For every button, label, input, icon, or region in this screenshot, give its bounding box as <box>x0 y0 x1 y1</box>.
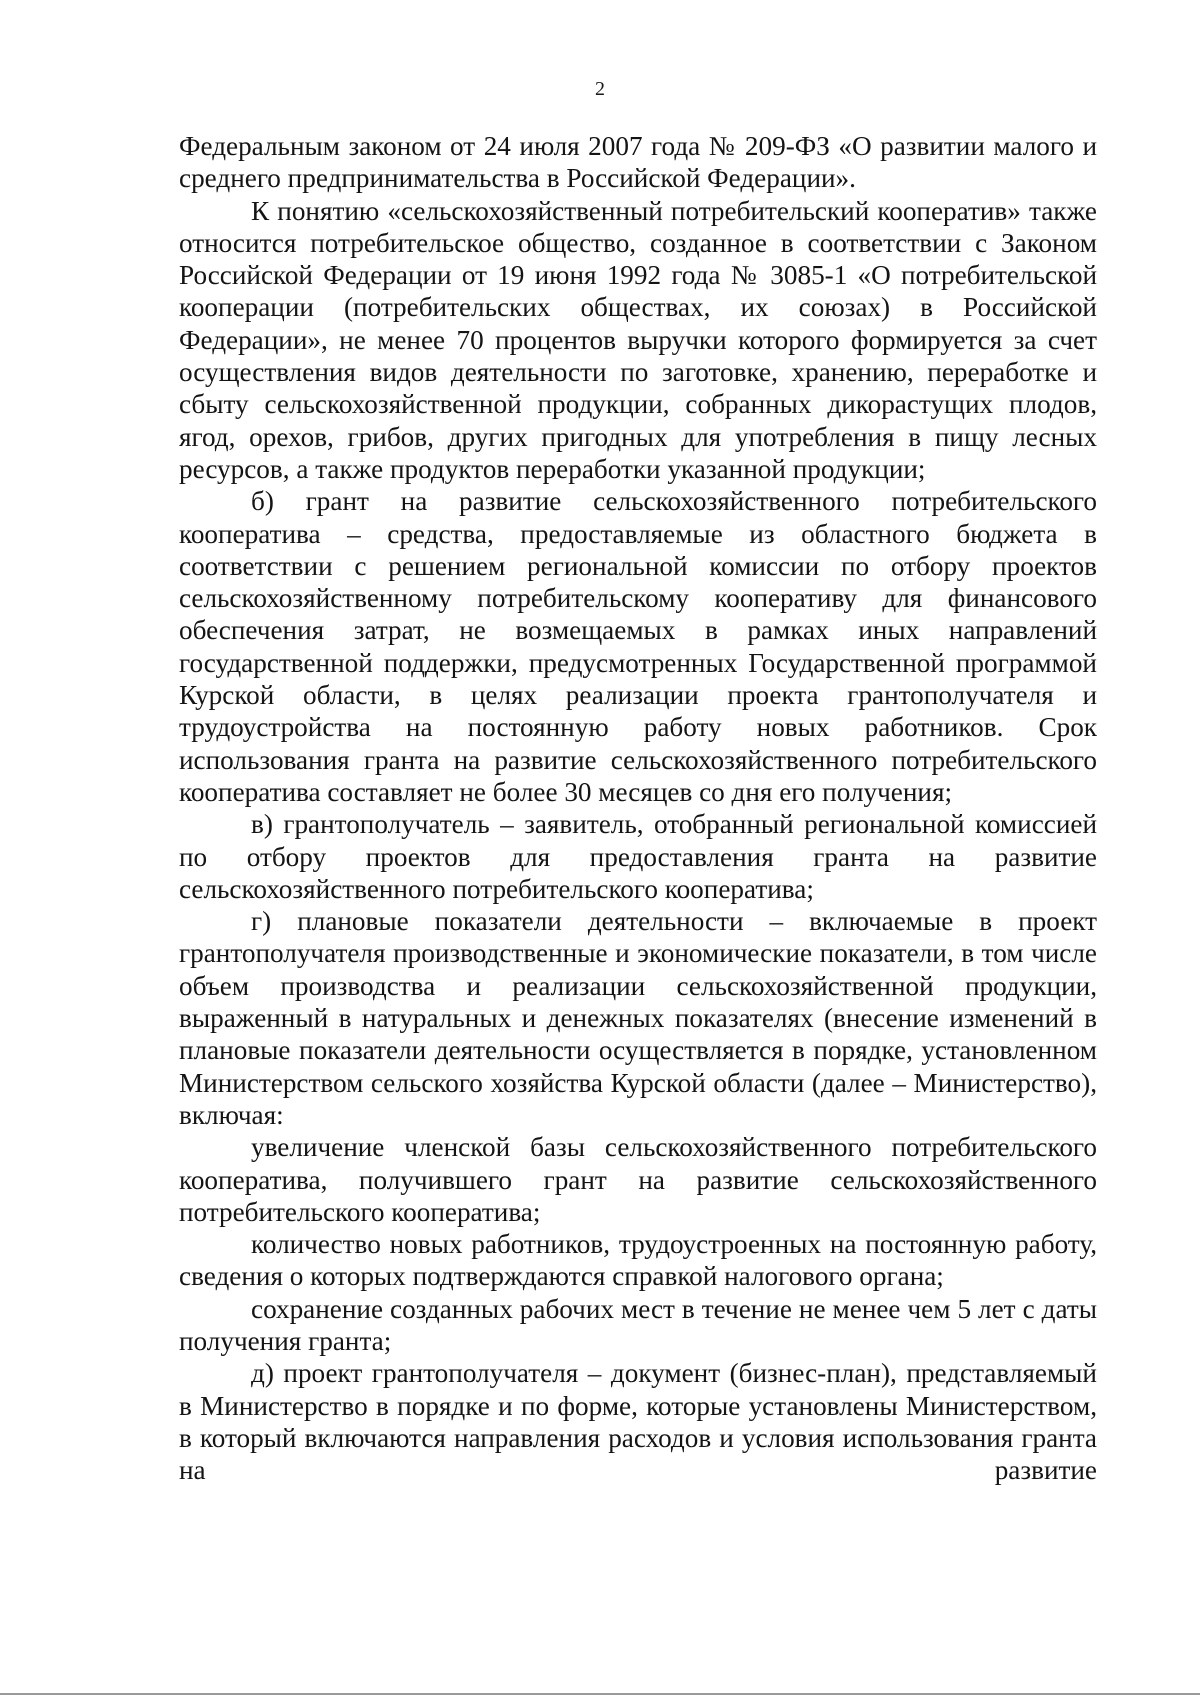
paragraph-new-workers: количество новых работников, трудоустроенных на постоянную работу, сведения о которых подтверждаются справкой налогового органа; <box>179 1229 1097 1292</box>
document-body <box>179 130 1097 1486</box>
paragraph-v-grant-recipient: в) грантополучатель – заявитель, отобранный региональной комиссией по отбору проектов для предоставления гранта на развитие сельскохозяйственного потребительского кооператива; <box>179 809 1097 904</box>
paragraph-consumer-cooperative-definition: К понятию «сельскохозяйственный потребительский кооператив» также относится потребительское общество, созданное в соответствии с Законом Российской Федерации от 19 июня 1992 года № 3085-1 «О потребительской кооперации (потребительских обществах, их союзах) в Российской Федерации», не менее 70 процентов выручки которого формируется за счет осуществления видов деятельности по заготовке, хранению, переработке и сбыту сельскохозяйственной продукции, собранных дикорастущих плодов, ягод, орехов, грибов, других пригодных для употребления в пищу лесных ресурсов, а также продуктов переработки указанной продукции; <box>179 195 1097 484</box>
paragraph-b-grant-definition: б) грант на развитие сельскохозяйственного потребительского кооператива – средства, предоставляемые из областного бюджета в соответствии с решением региональной комиссии по отбору проектов сельскохозяйственному потребительскому кооперативу для финансового обеспечения затрат, не возмещаемых в рамках иных направлений государственной поддержки, предусмотренных Государственной программой Курской области, в целях реализации проекта грантополучателя и трудоустройства на постоянную работу новых работников. Срок использования гранта на развитие сельскохозяйственного потребительского кооператива составляет не более 30 месяцев со дня его получения; <box>179 486 1097 807</box>
paragraph-job-retention: сохранение созданных рабочих мест в течение не менее чем 5 лет с даты получения гранта; <box>179 1293 1097 1356</box>
paragraph-membership-growth: увеличение членской базы сельскохозяйственного потребительского кооператива, получившего грант на развитие сельскохозяйственного потребительского кооператива; <box>179 1132 1097 1227</box>
bottom-scan-edge <box>0 1693 1200 1695</box>
paragraph-g-planned-indicators: г) плановые показатели деятельности – включаемые в проект грантополучателя производственные и экономические показатели, в том числе объем производства и реализации сельскохозяйственной продукции, выраженный в натуральных и денежных показателях (внесение изменений в плановые показатели деятельности осуществляется в порядке, установленном Министерством сельского хозяйства Курской области (далее – Министерство), включая: <box>179 906 1097 1130</box>
page-number: 2 <box>595 78 605 100</box>
paragraph-law-reference: Федеральным законом от 24 июля 2007 года № 209-ФЗ «О развитии малого и среднего предпринимательства в Российской Федерации». <box>179 131 1097 194</box>
paragraph-d-project: д) проект грантополучателя – документ (бизнес-план), представляемый в Министерство в порядке и по форме, которые установлены Министерством, в который включаются направления расходов и условия использования гранта на развитие <box>179 1358 1097 1486</box>
